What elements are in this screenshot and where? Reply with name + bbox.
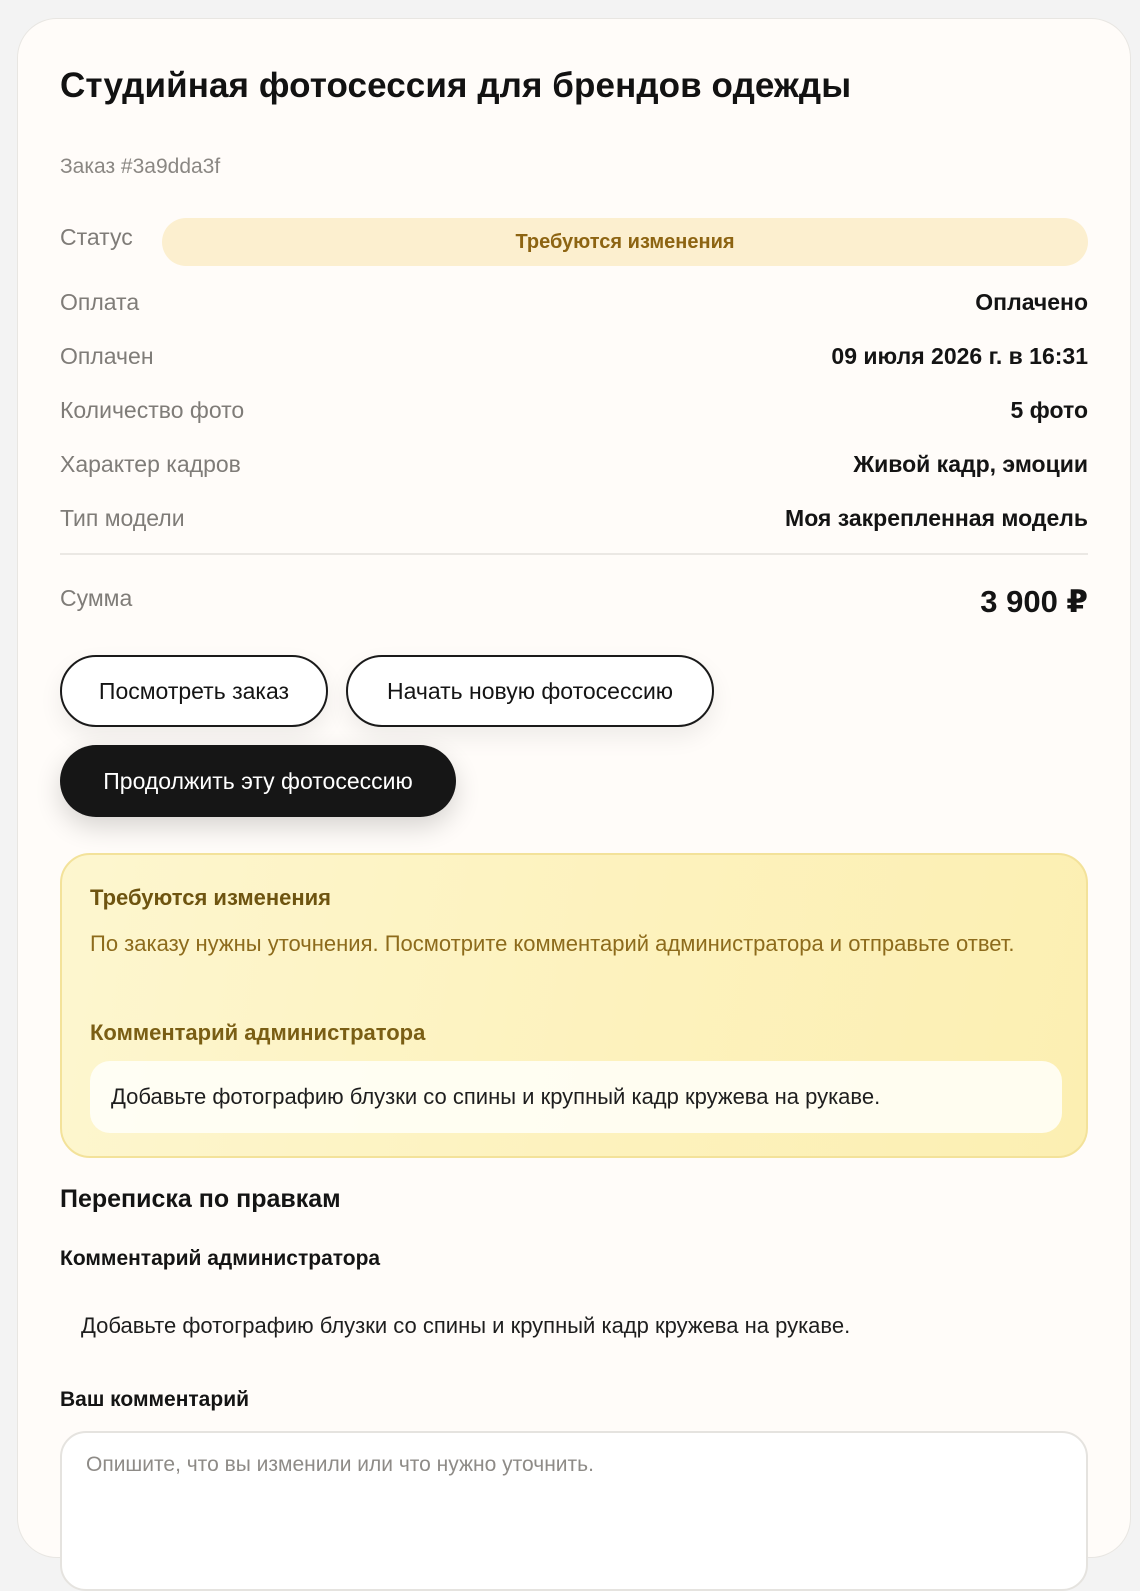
notice-admin-comment-title: Комментарий администратора: [90, 1020, 426, 1045]
thread-admin-label: Комментарий администратора: [60, 1247, 381, 1270]
status-label: Статус: [60, 224, 133, 250]
divider: [60, 553, 1088, 555]
total-amount: 3 900 ₽: [980, 584, 1088, 619]
detail-label-payment: Оплата: [60, 289, 140, 315]
detail-value-paid-at: 09 июля 2026 г. в 16:31: [831, 343, 1088, 369]
detail-label-photo-count: Количество фото: [60, 397, 245, 423]
thread-title: Переписка по правкам: [60, 1185, 341, 1213]
changes-required-notice: [60, 853, 1088, 1158]
reply-label: Ваш комментарий: [60, 1388, 250, 1411]
order-id: Заказ #3a9dda3f: [60, 155, 221, 178]
reply-input[interactable]: [60, 1431, 1088, 1591]
thread-admin-message: Добавьте фотографию блузки со спины и крупный кадр кружева на рукаве.: [81, 1313, 851, 1338]
notice-admin-comment: Добавьте фотографию блузки со спины и крупный кадр кружева на рукаве.: [90, 1061, 1062, 1133]
detail-value-payment: Оплачено: [975, 289, 1088, 315]
continue-session-button[interactable]: Продолжить эту фотосессию: [60, 745, 456, 817]
total-label: Сумма: [60, 585, 133, 611]
notice-text: По заказу нужны уточнения. Посмотрите комментарий администратора и отправьте ответ.: [90, 931, 1015, 956]
view-order-button[interactable]: Посмотреть заказ: [60, 655, 328, 727]
new-session-button[interactable]: Начать новую фотосессию: [346, 655, 714, 727]
detail-label-paid-at: Оплачен: [60, 343, 154, 369]
notice-title: Требуются изменения: [90, 885, 332, 910]
status-badge: Требуются изменения: [162, 218, 1088, 266]
page-title: Студийная фотосессия для брендов одежды: [60, 66, 852, 105]
detail-value-shot-style: Живой кадр, эмоции: [853, 451, 1088, 477]
detail-label-shot-style: Характер кадров: [60, 451, 241, 477]
detail-value-model-type: Моя закрепленная модель: [785, 505, 1088, 531]
detail-value-photo-count: 5 фото: [1010, 397, 1088, 423]
detail-label-model-type: Тип модели: [60, 505, 185, 531]
